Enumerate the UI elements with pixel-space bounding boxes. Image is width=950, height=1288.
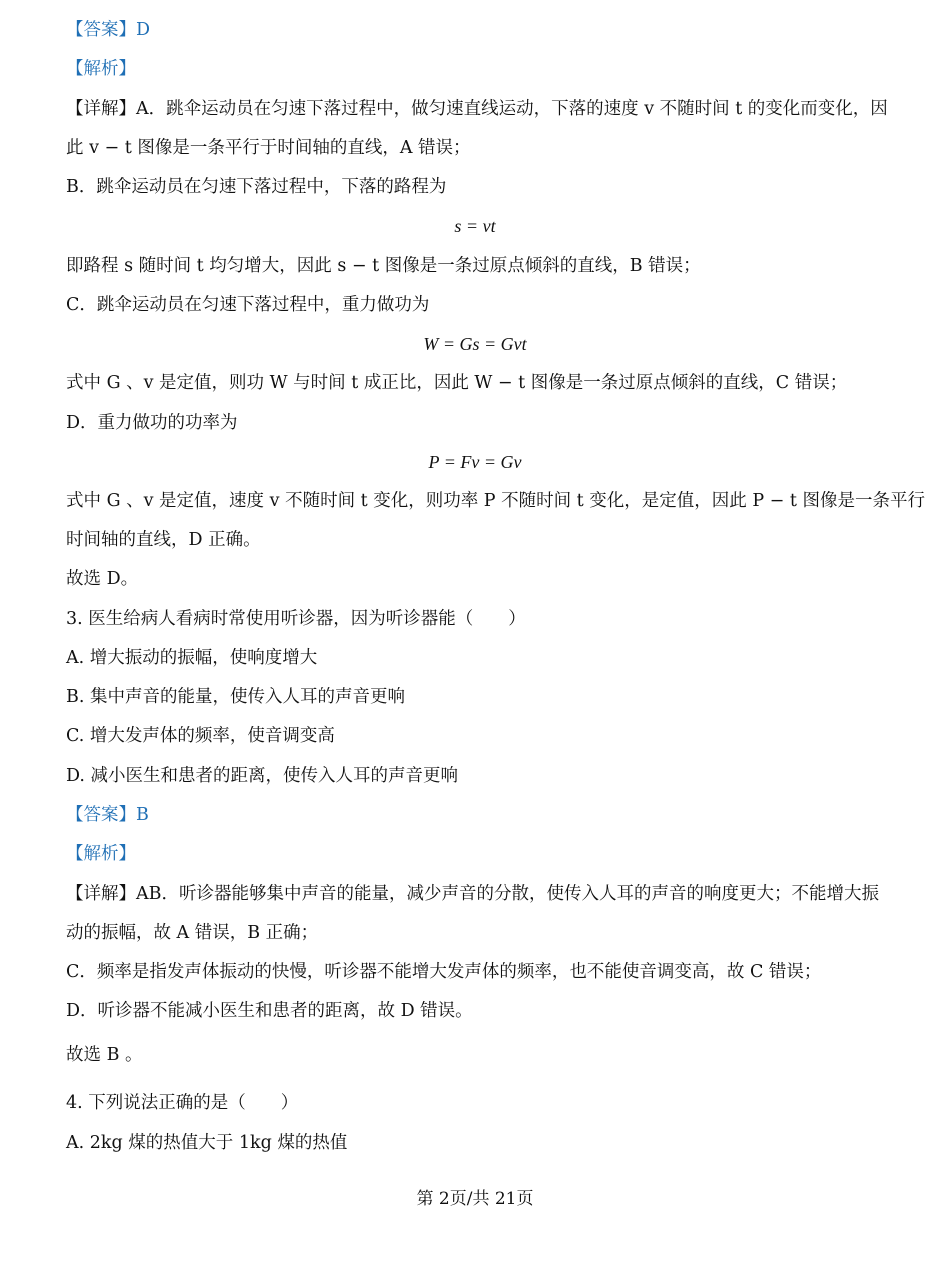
- question-4: 4. 下列说法正确的是（ ）: [66, 1093, 299, 1113]
- detail-line: 【详解】A．跳伞运动员在匀速下落过程中，做匀速直线运动，下落的速度 v 不随时间 t 的变化而变化，因: [66, 99, 888, 119]
- analysis-label: 【解析】: [66, 59, 136, 79]
- detail-line: B．跳伞运动员在匀速下落过程中，下落的路程为: [66, 177, 447, 197]
- detail-line: C．频率是指发声体振动的快慢，听诊器不能增大发声体的频率，也不能使音调变高，故 C 错误；: [66, 962, 822, 982]
- equation: s = vt: [454, 216, 496, 236]
- answer-label: 【答案】D: [66, 20, 151, 40]
- equation: P = Fv = Gv: [428, 452, 522, 472]
- option-d: D. 减小医生和患者的距离，使传入人耳的声音更响: [66, 766, 459, 786]
- detail-line: 式中 G 、v 是定值，则功 W 与时间 t 成正比，因此 W − t 图像是一条过原点倾斜的直线，C 错误；: [66, 373, 848, 393]
- conclusion-line: 故选 B 。: [66, 1045, 143, 1065]
- option-c: C. 增大发声体的频率，使音调变高: [66, 726, 335, 746]
- analysis-label: 【解析】: [66, 844, 136, 864]
- detail-line: D．听诊器不能减小医生和患者的距离，故 D 错误。: [66, 1001, 473, 1021]
- detail-line: 时间轴的直线，D 正确。: [66, 530, 261, 550]
- detail-line: C．跳伞运动员在匀速下落过程中，重力做功为: [66, 295, 430, 315]
- detail-line: 【详解】AB．听诊器能够集中声音的能量，减少声音的分散，使传入人耳的声音的响度更大；不能增大振: [66, 884, 879, 904]
- equation: W = Gs = Gvt: [423, 334, 527, 354]
- answer-label: 【答案】B: [66, 805, 149, 825]
- option-a: A. 增大振动的振幅，使响度增大: [66, 648, 318, 668]
- conclusion-line: 故选 D。: [66, 569, 139, 589]
- question-3: 3. 医生给病人看病时常使用听诊器，因为听诊器能（ ）: [66, 609, 526, 629]
- option-b: B. 集中声音的能量，使传入人耳的声音更响: [66, 687, 405, 707]
- detail-line: 动的振幅，故 A 错误，B 正确；: [66, 923, 319, 943]
- detail-line: 式中 G 、v 是定值，速度 v 不随时间 t 变化，则功率 P 不随时间 t 变化，是定值，因此 P − t 图像是一条平行: [66, 491, 926, 511]
- page-footer: 第 2页/共 21页: [416, 1189, 534, 1209]
- detail-line: D．重力做功的功率为: [66, 413, 238, 433]
- option-a: A. 2kg 煤的热值大于 1kg 煤的热值: [66, 1133, 348, 1153]
- detail-line: 此 v − t 图像是一条平行于时间轴的直线，A 错误；: [66, 138, 471, 158]
- detail-line: 即路程 s 随时间 t 均匀增大，因此 s − t 图像是一条过原点倾斜的直线，B 错误；: [66, 256, 701, 276]
